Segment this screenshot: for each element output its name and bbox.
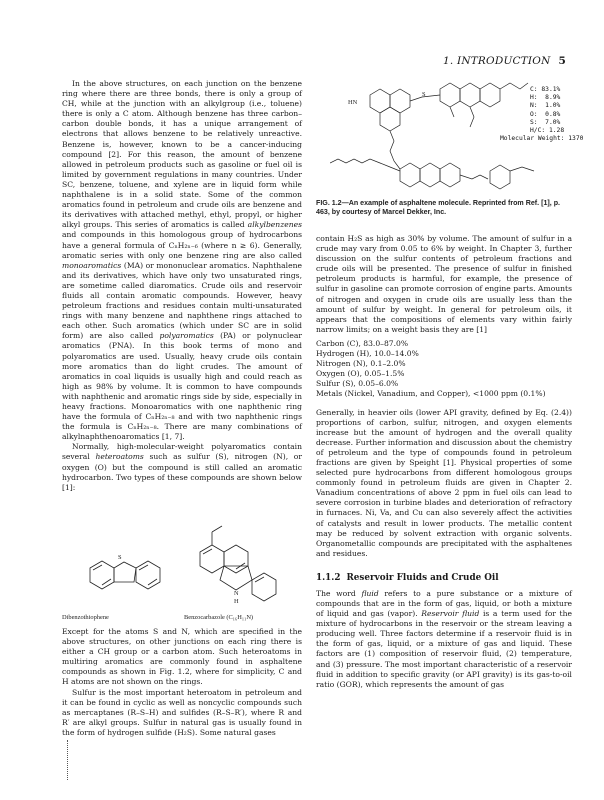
dibenzothiophene-label: Dibenzothiophene bbox=[62, 614, 109, 621]
paragraph-h2s: contain H₂S as high as 30% by volume. The amount of sulfur in a crude may vary from 0.05 to 6% by weight. In Chapter 3, further discussion on the sulfur contents of petroleum fractions and crude oils will be presented. The presence of sulfur in finished petroleum products is harmful, for example, the presence of sulfur in gasoline can promote corrosion of engine parts. Amounts of nitrogen and oxygen in crude oils are usually less than the amount of sulfur by weight. In general for petroleum oils, it appears that the compositions of elements vary within fairly narrow limits; on a weight basis they are [1] bbox=[316, 234, 572, 334]
paragraph-heavier-oils: Generally, in heavier oils (lower API gravity, defined by Eq. (2.4)) proportions of carbon, sulfur, nitrogen, and oxygen elements increase but the amount of hydrogen and the overall quality decrease. Further information and discussion about the chemistry of petroleum and the type of compounds found in petroleum fractions are given by Speight [1]. Physical properties of some selected pure hydrocarbons from different homologous groups commonly found in petroleum fluids are given in Chapter 2. Vanadium concentrations of above 2 ppm in fuel oils can lead to severe corrosion in turbine blades and deterioration of refractory in furnaces. Ni, Va, and Cu can also severely affect the activities of catalysts and result in lower products. The metallic content may be reduced by solvent extraction with organic solvents. Organometallic compounds are precipitated with the asphaltenes and residues. bbox=[316, 407, 572, 558]
list-item: Nitrogen (N), 0.1–2.0% bbox=[316, 359, 406, 369]
hn-label: HN bbox=[348, 99, 358, 106]
paragraph-heteroatom-junctions: Except for the atoms S and N, which are specified in the above structures, on other junctions on each ring there is either a CH group or a carbon atom. Such heteroatoms in multiring aromatics are commonly found in asphaltene compounds as shown in Fig. 1.2, where for simplicity, C and H atoms are not shown on the rings. bbox=[62, 627, 302, 687]
paragraph-sulfur: Sulfur is the most important heteroatom in petroleum and it can be found in cyclic as well as noncyclic compounds such as mercaptanes (R–S–H) and sulfides (R–S–R′), where R and R′ are alkyl groups. Sulfur in natural gas is usually found in the form of hydrogen sulfide (H₂S). Some natural gases bbox=[62, 687, 302, 737]
paragraph-heteroatoms: Normally, high-molecular-weight polyaromatics contain several heteroatoms such as sulfur (S), nitrogen (N), or oxygen (O) but the compound is still called an aromatic hydrocarbon. Two types of these compounds are shown below [1]: bbox=[62, 442, 302, 492]
element-composition-list bbox=[316, 339, 572, 400]
nitrogen-atom-label: N bbox=[234, 590, 239, 597]
list-item: Hydrogen (H), 10.0–14.0% bbox=[316, 349, 419, 359]
chapter-title: 1. INTRODUCTION bbox=[443, 55, 551, 67]
margin-marks bbox=[67, 740, 69, 780]
list-item: Metals (Nickel, Vanadium, and Copper), <1000 ppm (0.1%) bbox=[316, 389, 546, 399]
paragraph-reservoir-fluid: The word fluid refers to a pure substance or a mixture of compounds that are in the form of gas, liquid, or both a mixture of liquid and gas (vapor). Reservoir fluid is a term used for the mixture of hydrocarbons in the reservoir or the stream leaving a producing well. Three factors determine if a reservoir fluid is in the form of gas, liquid, or a mixture of gas and liquid. These factors are (1) composition of reservoir fluid, (2) temperature, and (3) pressure. The most important characteristic of a reservoir fluid in addition to specific gravity (or API gravity) is its gas-to-oil ratio (GOR), which represents the amount of gas bbox=[316, 588, 572, 689]
sulfur-atom-label: S bbox=[118, 554, 122, 561]
composition-line: H/C: 1.28 bbox=[530, 127, 565, 135]
thiophene-ring bbox=[114, 562, 136, 582]
pyrrole-ring bbox=[220, 566, 252, 590]
hydrogen-atom-label: H bbox=[234, 598, 239, 605]
composition-line: S: 7.0% bbox=[530, 118, 561, 126]
page-number: 5 bbox=[558, 55, 566, 67]
benzocarbazole-label: Benzocarbazole (C₁₆H₁₁N) bbox=[184, 614, 254, 621]
figure-caption: FIG. 1.2—An example of asphaltene molecule. Reprinted from Ref. [1], p. 463, by courtesy of Marcel Dekker, Inc. bbox=[316, 199, 560, 217]
list-item: Carbon (C), 83.0–87.0% bbox=[316, 338, 409, 348]
list-item: Oxygen (O), 0.05–1.5% bbox=[316, 369, 405, 379]
figure-sulfur-label: S bbox=[422, 91, 426, 98]
left-column bbox=[62, 79, 302, 493]
section-title: Reservoir Fluids and Crude Oil bbox=[346, 572, 499, 583]
right-column bbox=[316, 234, 572, 690]
asphaltene-composition bbox=[500, 86, 604, 143]
paragraph-aromatics: In the above structures, on each junction on the benzene ring where there are three bonds, there is only a group of CH, while at the junction with an alkylgroup (i.e., toluene) there is only a C atom. Although benzene has three carbon–carbon double bonds, it has a unique arrangement of electrons that allows benzene to be relatively unreactive. Benzene is, however, known to be a cancer-inducing compound [2]. For this reason, the amount of benzene allowed in petroleum products such as gasoline or fuel oil is limited by government regulations in many countries. Under SC, benzene, toluene, and xylene are in liquid form while naphthalene is in a solid state. Some of the common aromatics found in petroleum and crude oils are benzene and its derivatives with attached methyl, ethyl, propyl, or higher alkyl groups. This series of aromatics is called alkylbenzenes and compounds in this homologous group of hydrocarbons have a general formula of CₙH₂ₙ₋₆ (where n ≥ 6). Generally, aromatic series with only one benzene ring are also called monoaromatics (MA) or mononuclear aromatics. Naphthalene and its derivatives, which have only two unsaturated rings, are sometime called diaromatics. Crude oils and reservoir fluids all contain aromatic compounds. However, heavy petroleum fractions and residues contain multi-unsaturated rings with many benzene and naphthene rings attached to each other. Such aromatics (which under SC are in solid form) are also called polyaromatics (PA) or polynuclear aromatics (PNA). In this book terms of mono and polyaromatics are used. Usually, heavy crude oils contain more aromatics than do light crudes. The amount of aromatics in coal liquids is usually high and could reach as high as 98% by volume. It is common to have compounds with naphthenic and aromatic rings side by side, especially in heavy fractions. Monoaromatics with one naphthenic ring have the formula of CₙH₂ₙ₋₈ and with two naphthenic rings the formula is CₙH₂ₙ₋₈. There are many combinations of alkylnaphthenoaromatics [1, 7]. bbox=[62, 79, 302, 442]
composition-line: H: 8.9% bbox=[530, 94, 561, 102]
composition-line: O: 0.8% bbox=[530, 110, 561, 118]
molecular-weight: Molecular Weight: 1370 bbox=[500, 135, 584, 143]
heteroatom-structures-figure bbox=[62, 500, 302, 625]
section-heading bbox=[316, 573, 572, 583]
composition-line: C: 83.1% bbox=[530, 86, 561, 93]
section-number: 1.1.2 bbox=[316, 572, 341, 583]
structure-drawings bbox=[62, 500, 302, 625]
running-header bbox=[443, 55, 566, 67]
left-column-lower bbox=[62, 627, 302, 738]
composition-line: N: 1.0% bbox=[530, 102, 561, 110]
list-item: Sulfur (S), 0.05–6.0% bbox=[316, 379, 399, 389]
